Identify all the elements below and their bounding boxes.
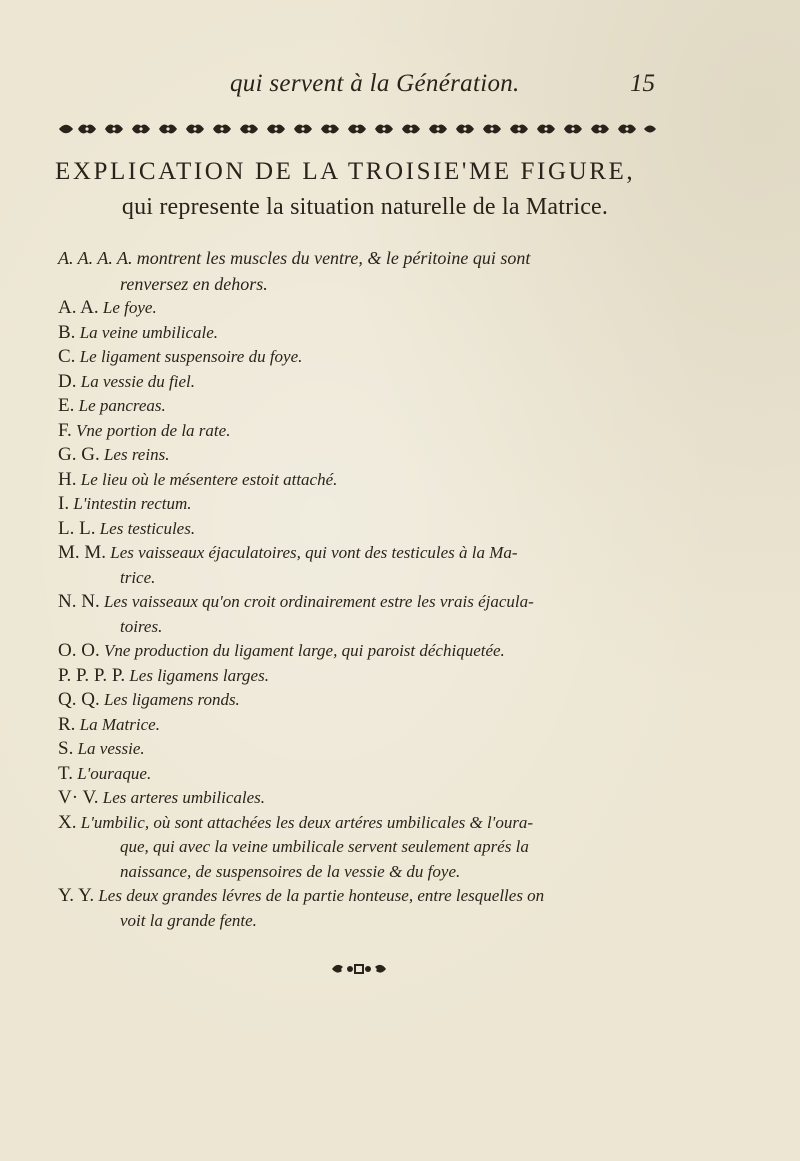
ornament-dot-icon [571,127,574,130]
legend-key: O. O. [58,640,100,661]
legend-text-continued: voit la grande fente. [120,910,257,930]
ornament-dot-icon [598,127,601,130]
legend-text-continued: que, qui avec la veine umbilicale servent seulement aprés la [120,837,529,856]
ornament-dot-icon [517,127,520,130]
legend-key: P. P. P. P. [58,664,126,686]
ornament-dot-icon [625,127,628,130]
fleuron-ornament-icon [330,960,388,978]
legend-text: Les vaisseaux qu'on croit ordinairement estre les vrais éjacula- [103,592,534,611]
page-number: 15 [630,70,655,97]
ornament-dot-icon [490,127,493,130]
legend-text: La vessie du fiel. [80,371,195,391]
legend-entry [58,492,670,517]
ornament-dot-icon [220,127,223,130]
legend-entry [58,762,670,787]
running-head: qui servent à la Génération. [230,70,520,97]
legend-key: C. [58,346,76,367]
legend-key: A. A. [58,297,99,318]
legend-text: L'ouraque. [77,763,152,783]
legend-entry [58,345,670,370]
ornament-dot-icon [301,127,304,130]
legend-text: Les reins. [103,445,170,464]
ornament-band-icon [58,119,660,139]
ornament-dot-icon [328,127,331,130]
legend-text-continued: naissance, de suspensoires de la vessie & du foye. [120,861,461,881]
legend-entry [58,419,670,444]
legend-text: Les ligamens larges. [129,665,269,685]
legend-entry [58,884,670,933]
figure-subtitle: qui represente la situation naturelle de la Matrice. [121,194,609,220]
legend-text: montrent les muscles du ventre, & le péritoine qui sont [136,248,531,268]
legend-key: H. [58,468,77,490]
legend-entry [58,639,670,664]
legend-key: B. [58,321,76,343]
legend-key: E. [58,395,75,416]
ornament-dot-icon [139,127,142,130]
legend-entry [58,517,670,542]
legend-entry [58,541,670,590]
legend-key: N. N. [58,591,100,612]
legend-text: Vne production du ligament large, qui paroist déchiquetée. [103,641,505,660]
legend-entry [58,246,670,296]
ornament-dot-icon [112,127,115,130]
legend-entry [58,590,670,639]
legend-text-continued: renversez en dehors. [120,273,268,294]
legend-text: Les ligamens ronds. [103,690,240,709]
legend-key: G. G. [58,444,100,465]
legend-text: Le lieu où le mésentere estoit attaché. [80,469,338,489]
figure-title: EXPLICATION DE LA TROISIE'ME FIGURE, [55,158,636,185]
ornament-dot-icon [355,127,358,130]
legend-entry [58,713,670,738]
ornament-dot-icon [382,127,385,130]
legend-entry [58,811,670,885]
ornament-dot-icon [247,127,250,130]
ornament-dot-icon [544,127,547,130]
legend-key: S. [58,738,74,759]
ornament-dot-icon [193,127,196,130]
legend-entry [58,443,670,468]
legend-entry [58,370,670,395]
ornament-dot-icon [85,127,88,130]
ornament-dot-icon [166,127,169,130]
legend-entry [58,296,670,321]
legend-text: La veine umbilicale. [79,322,219,342]
legend-text: La Matrice. [79,714,160,734]
legend-key: A. A. A. A. [58,248,133,268]
ornament-dot-icon [463,127,466,130]
legend-text: L'intestin rectum. [73,494,192,513]
legend-key: T. [58,762,73,784]
legend-text: Les deux grandes lévres de la partie honteuse, entre lesquelles on [98,886,545,905]
ornament-dot-icon [274,127,277,130]
legend-text: Vne portion de la rate. [76,420,231,440]
legend-key: Q. Q. [58,689,100,710]
legend-text-continued: toires. [120,616,163,636]
legend-key: R. [58,713,76,735]
legend-key: X. [58,811,77,833]
legend-list [58,246,670,933]
legend-entry [58,688,670,713]
legend-key: Y. Y. [58,885,95,906]
legend-key: M. M. [58,542,107,563]
legend-text: Les testicules. [99,518,196,538]
legend-entry [58,394,670,419]
legend-entry [58,737,670,762]
legend-text-continued: trice. [120,567,156,587]
ornament-dot-icon [436,127,439,130]
ornament-dot-icon [409,127,412,130]
legend-text: L'umbilic, où sont attachées les deux artéres umbilicales & l'oura- [80,812,534,832]
legend-text: Le foye. [102,298,157,317]
legend-entry [58,321,670,346]
legend-entry [58,468,670,493]
legend-text: Le pancreas. [78,396,166,415]
legend-text: Le ligament suspensoire du foye. [79,347,303,366]
legend-key: V· V. [58,787,99,808]
legend-text: Les vaisseaux éjaculatoires, qui vont des testicules à la Ma- [110,543,518,562]
legend-text: La vessie. [77,739,145,758]
legend-text: Les arteres umbilicales. [102,788,266,807]
legend-key: L. L. [58,517,96,539]
legend-entry [58,664,670,689]
legend-key: I. [58,493,70,514]
legend-key: D. [58,370,77,392]
legend-entry [58,786,670,811]
legend-key: F. [58,419,72,441]
